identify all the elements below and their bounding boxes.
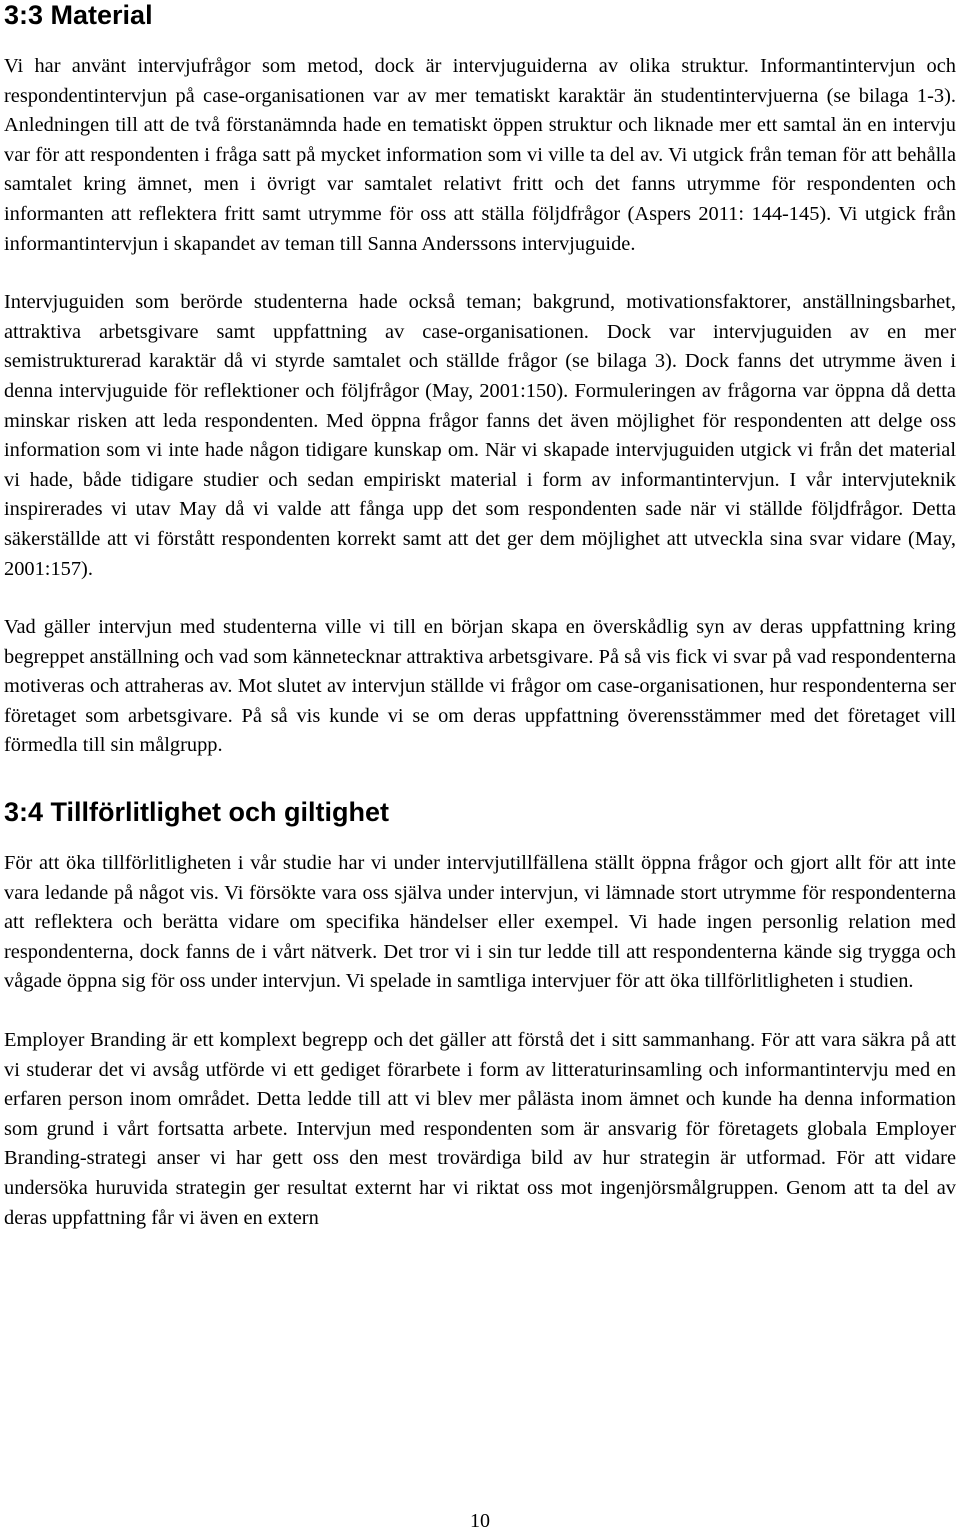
section-material	[4, 0, 956, 761]
paragraph-material-3: Vad gäller intervjun med studenterna ville vi till en början skapa en överskådlig syn av deras uppfattning kring begreppet anställning och vad som kännetecknar attraktiva arbetsgivare. På så vis fick vi svar på vad respondenterna motiveras och attraheras av. Mot slutet av intervjun ställde vi frågor om case-organisationen, hur respondenterna ser företaget som arbetsgivare. På så vis kunde vi se om deras uppfattning överensstämmer med det företaget vill förmedla till sin målgrupp.	[4, 616, 956, 757]
section-heading-material: 3:3 Material	[4, 0, 153, 30]
section-heading-tillforlitlighet: 3:4 Tillförlitlighet och giltighet	[4, 797, 390, 828]
section-tillforlitlighet	[4, 797, 956, 1233]
paragraph-material-2: Intervjuguiden som berörde studenterna hade också teman; bakgrund, motivationsfaktorer, anställningsbarhet, attraktiva arbetsgivare samt uppfattning av case-organisationen. Dock var intervjuguiden av en mer semistrukturerad karaktär då vi styrde samtalet och ställde frågor (se bilaga 3). Dock fanns det utrymme även i denna intervjuguide för reflektioner och följfrågor (May, 2001:150). Formuleringen av frågorna var öppna då detta minskar risken att leda respondenten. Med öppna frågor fanns det även möjlighet för respondenten att delge oss information som vi inte hade någon tidigare kunskap om. När vi skapade intervjuguiden utgick vi från det material vi hade, både tidigare studier och sedan empiriskt material i form av informantintervjun. I vår intervjuteknik inspirerades vi utav May då vi valde att fånga upp det som respondenten sade när vi ställde följdfrågor. Detta säkerställde att vi förstått respondenten korrekt samt att det ger dem möjlighet att utveckla sina svar vidare (May, 2001:157).	[4, 291, 956, 580]
paragraph-material-1: Vi har använt intervjufrågor som metod, dock är intervjuguiderna av olika struktur. Informantintervjun och respondentintervjun på case-organisationen var av mer tematiskt karaktär än studentintervjuerna (se bilaga 1-3). Anledningen till att de två förstanämnda hade en tematiskt öppen struktur och liknade mer ett samtal än en intervju var för att respondenten i fråga satt på mycket information som vi ville ta del av. Vi utgick från teman för att behålla samtalet kring ämnet, men i övrigt var samtalet relativt fritt och det fanns utrymme för respondenten och informanten att reflektera fritt samt utrymme för oss att ställa följdfrågor (Aspers 2011: 144-145). Vi utgick från informantintervjun i skapandet av teman till Sanna Anderssons intervjuguide.	[4, 55, 956, 255]
paragraph-tillforlitlighet-2: Employer Branding är ett komplext begrepp och det gäller att förstå det i sitt sammanhang. För att vara säkra på att vi studerar det vi avsåg utförde vi ett gediget förarbete i form av litteraturinsamling och informantintervju med en erfaren person inom området. Detta ledde till att vi blev mer pålästa inom ämnet och kunde ha denna information som grund i vårt fortsatta arbete. Intervjun med respondenten som är ansvarig för företagets globala Employer Branding-strategi anser vi har gett oss den mest trovärdiga bild av hur strategin är utformad. För att vidare undersöka huruvida strategin ger resultat externt har vi riktat oss mot ingenjörsmålgruppen. Genom att ta del av deras uppfattning får vi även en extern	[4, 1029, 956, 1229]
page-number: 10	[470, 1510, 490, 1532]
paragraph-tillforlitlighet-1: För att öka tillförlitligheten i vår studie har vi under intervjutillfällena ställt öppna frågor och gjort allt för att inte vara ledande på något vis. Vi försökte vara oss själva under intervjun, vi lämnade stort utrymme för respondenterna att reflektera och berätta vidare om specifika händelser eller exempel. Vi hade ingen personlig relation med respondenterna, dock fanns de i vårt nätverk. Det tror vi i sin tur ledde till att respondenterna kände sig trygga och vågade öppna sig för oss under intervjun. Vi spelade in samtliga intervjuer för att öka tillförlitligheten i studien.	[4, 852, 956, 993]
document-page	[4, 0, 956, 1233]
